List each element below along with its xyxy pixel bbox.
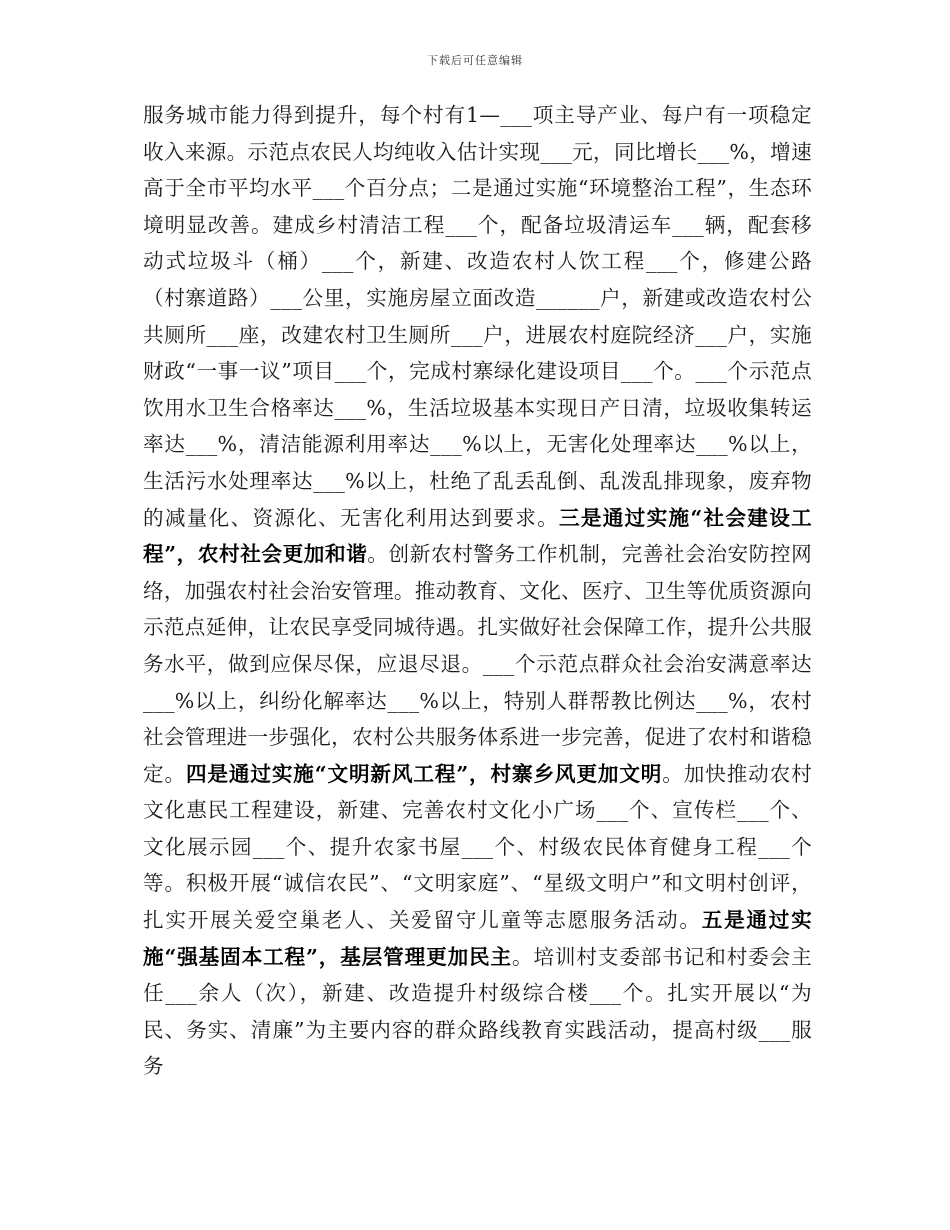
bold-heading-social-construction: 三是通过实施“社会建设工程”，农村社会更加和谐 <box>143 505 812 567</box>
document-body <box>143 97 812 1085</box>
page-header: 下载后可任意编辑 <box>427 54 523 67</box>
bold-heading-civilization: 四是通过实施“文明新风工程”，村寨乡风更加文明 <box>185 761 663 786</box>
body-segment: 服务城市能力得到提升，每个村有1—___项主导产业、每户有一项稳定收入来源。示范点农民人均纯收入估计实现___元，同比增长___%，增速高于全市平均水平___个百分点；二是通过实施“环境整治工程”，生态环境明显改善。建成乡村清洁工程___个，配备垃圾清运车___辆，配套移动式垃圾斗（桶）___个，新建、改造农村人饮工程___个，修建公路（村寨道路）___公里，实施房屋立面改造______户，新建或改造农村公共厕所___座，改建农村卫生厕所___户，进展农村庭院经济___户，实施财政“一事一议”项目___个，完成村寨绿化建设项目___个。___个示范点饮用水卫生合格率达___%，生活垃圾基本实现日产日清，垃圾收集转运率达___%，清洁能源利用率达___%以上，无害化处理率达___%以上，生活污水处理率达___%以上，杜绝了乱丢乱倒、乱泼乱排现象，废弃物的减量化、资源化、无害化利用达到要求。 <box>143 103 812 530</box>
bold-heading-grassroots: 五是通过实施“强基固本工程”，基层管理更加民主 <box>143 908 813 969</box>
body-segment: 。创新农村警务工作机制，完善社会治安防控网络，加强农村社会治安管理。推动教育、文化、医疗、卫生等优质资源向示范点延伸，让农民享受同城待遇。扎实做好社会保障工作，提升公共服务水平，做到应保尽保，应退尽退。___个示范点群众社会治安满意率达___%以上，纠纷化解率达___%以上，特别人群帮教比例达___%，农村社会管理进一步强化，农村公共服务体系进一步完善，促进了农村和谐稳定。 <box>143 542 812 786</box>
body-segment: 。培训村支委部书记和村委会主任___余人（次），新建、改造提升村级综合楼___个。扎实开展以“为民、务实、清廉”为主要内容的群众路线教育实践活动，提高村级___服务 <box>143 944 812 1079</box>
body-segment: 。加快推动农村文化惠民工程建设，新建、完善农村文化小广场___个、宣传栏___个、文化展示园___个、提升农家书屋___个、村级农民体育健身工程___个等。积极开展“诚信农民”、“文明家庭”、“星级文明户”和文明村创评，扎实开展关爱空巢老人、关爱留守儿童等志愿服务活动。 <box>143 761 812 933</box>
